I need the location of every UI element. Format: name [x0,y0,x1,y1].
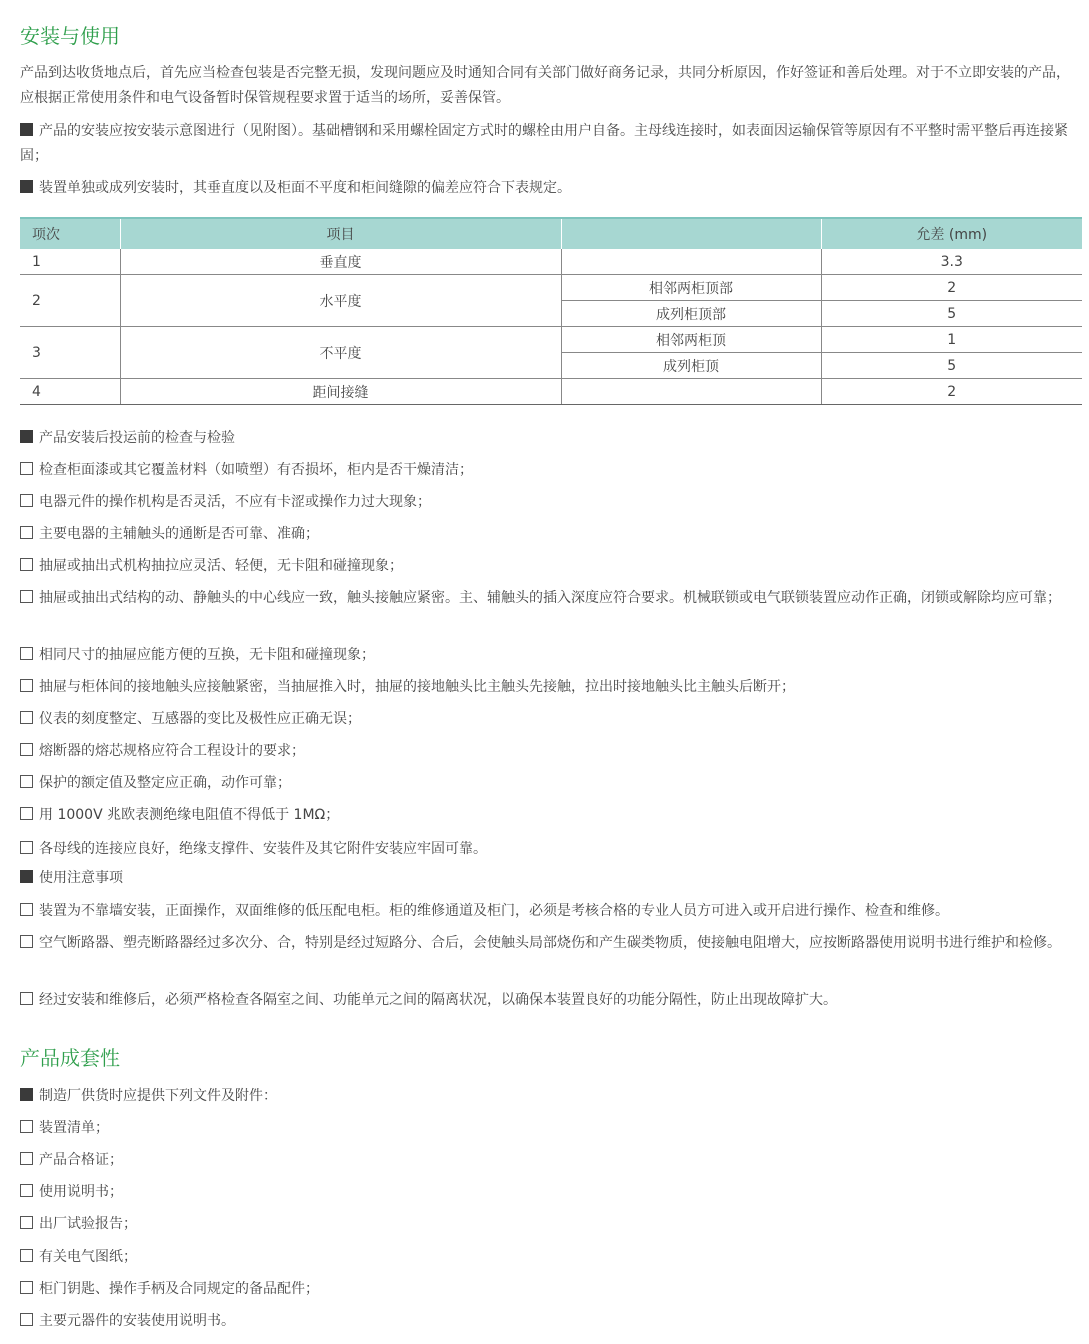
header-sub [561,218,821,249]
list-item [20,739,1082,764]
cell-no: 3 [20,327,120,379]
checkbox-square-icon [20,775,33,788]
list-item-text: 抽屉或抽出式机构抽拉应灵活、轻便，无卡阻和碰撞现象； [39,558,403,574]
cell-tolerance: 2 [821,275,1082,301]
cell-tolerance: 3.3 [821,249,1082,275]
inspection-heading-text: 产品安装后投运前的检查与检验 [39,430,235,446]
cell-no: 1 [20,249,120,275]
checkbox-square-icon [20,679,33,692]
notes-heading [20,866,1082,891]
checkbox-square-icon [20,1216,33,1229]
filled-square-icon [20,180,33,193]
list-item-text: 空气断路器、塑壳断路器经过多次分、合，特别是经过短路分、合后，会使触头局部烧伤和产生碳类物质，使接触电阻增大，应按断路器使用说明书进行维护和检修。 [39,935,1061,951]
list-item [20,771,1082,796]
checkbox-square-icon [20,590,33,603]
cell-item: 垂直度 [120,249,561,275]
checkbox-square-icon [20,1184,33,1197]
checkbox-square-icon [20,743,33,756]
cell-tolerance: 2 [821,379,1082,405]
list-item-text: 抽屉与柜体间的接地触头应接触紧密，当抽屉推入时，抽屉的接地触头比主触头先接触，拉出时接地触头比主触头后断开； [39,679,795,695]
list-item-text: 装置为不靠墙安装，正面操作，双面维修的低压配电柜。柜的维修通道及柜门，必须是考核合格的专业人员方可进入或开启进行操作、检查和维修。 [39,903,949,919]
list-item [20,1180,1082,1205]
checkbox-square-icon [20,903,33,916]
list-item [20,586,1082,611]
list-item-text: 主要元器件的安装使用说明书。 [39,1313,235,1329]
checkbox-square-icon [20,1120,33,1133]
cell-sub [561,379,821,405]
cell-sub [561,249,821,275]
list-item [20,803,1082,828]
list-item-text: 保护的额定值及整定应正确，动作可靠； [39,775,291,791]
list-item [20,643,1082,668]
bullet-tolerance-text: 装置单独或成列安装时，其垂直度以及柜面不平度和柜间缝隙的偏差应符合下表规定。 [39,180,571,196]
list-item-text: 出厂试验报告； [39,1216,137,1232]
list-item [20,458,1082,483]
checkbox-square-icon [20,807,33,820]
list-item [20,1148,1082,1173]
table-row [20,275,1082,301]
cell-sub: 成列柜顶 [561,353,821,379]
list-item [20,837,1082,862]
supply-heading [20,1084,1082,1109]
list-item-text: 产品合格证； [39,1152,123,1168]
checkbox-square-icon [20,647,33,660]
checkbox-square-icon [20,558,33,571]
list-item [20,1245,1082,1270]
cell-item: 距间接缝 [120,379,561,405]
notes-heading-text: 使用注意事项 [39,870,123,886]
checkbox-square-icon [20,711,33,724]
list-item-text: 相同尺寸的抽屉应能方便的互换，无卡阻和碰撞现象； [39,647,375,663]
list-item-text: 经过安装和维修后，必须严格检查各隔室之间、功能单元之间的隔离状况，以确保本装置良好的功能分隔性，防止出现故障扩大。 [39,992,837,1008]
table-row [20,379,1082,405]
cell-no: 4 [20,379,120,405]
filled-square-icon [20,870,33,883]
list-item [20,899,1082,924]
header-item: 项目 [120,218,561,249]
filled-square-icon [20,123,33,136]
checkbox-square-icon [20,462,33,475]
list-item-text: 各母线的连接应良好，绝缘支撑件、安装件及其它附件安装应牢固可靠。 [39,841,487,857]
checkbox-square-icon [20,1152,33,1165]
filled-square-icon [20,430,33,443]
section-title-install: 安装与使用 [20,24,120,48]
list-item [20,522,1082,547]
list-item-text: 仪表的刻度整定、互感器的变比及极性应正确无误； [39,711,361,727]
list-item-text: 抽屉或抽出式结构的动、静触头的中心线应一致，触头接触应紧密。主、辅触头的插入深度应符合要求。机械联锁或电气联锁装置应动作正确，闭锁或解除均应可靠； [39,590,1061,606]
list-item [20,707,1082,732]
cell-item: 水平度 [120,275,561,327]
list-item [20,1309,1082,1334]
cell-sub: 成列柜顶部 [561,301,821,327]
checkbox-square-icon [20,1249,33,1262]
list-item-text: 柜门钥匙、操作手柄及合同规定的备品配件； [39,1281,319,1297]
checkbox-square-icon [20,841,33,854]
list-item-text: 熔断器的熔芯规格应符合工程设计的要求； [39,743,305,759]
list-item-text: 用 1000V 兆欧表测绝缘电阻值不得低于 1MΩ； [39,807,340,823]
list-item [20,1212,1082,1237]
cell-sub: 相邻两柜顶部 [561,275,821,301]
cell-item: 不平度 [120,327,561,379]
cell-sub: 相邻两柜顶 [561,327,821,353]
cell-no: 2 [20,275,120,327]
filled-square-icon [20,1088,33,1101]
table-row [20,249,1082,275]
list-item-text: 使用说明书； [39,1184,123,1200]
list-item-text: 检查柜面漆或其它覆盖材料（如喷塑）有否损坏，柜内是否干燥清洁； [39,462,473,478]
checkbox-square-icon [20,992,33,1005]
intro-paragraph: 产品到达收货地点后，首先应当检查包装是否完整无损，发现问题应及时通知合同有关部门做好商务记录，共同分析原因，作好签证和善后处理。对于不立即安装的产品，应根据正常使用条件和电气设备暂时保管规程要求置于适当的场所，妥善保管。 [20,65,1070,106]
table-row [20,327,1082,353]
tolerance-table [20,217,1082,405]
list-item [20,1116,1082,1141]
bullet-install-text: 产品的安装应按安装示意图进行（见附图）。基础槽钢和采用螺栓固定方式时的螺栓由用户自备。主母线连接时，如表面因运输保管等原因有不平整时需平整后再连接紧固； [20,123,1068,164]
list-item-text: 装置清单； [39,1120,109,1136]
list-item-text: 有关电气图纸； [39,1249,137,1265]
checkbox-square-icon [20,494,33,507]
cell-tolerance: 5 [821,353,1082,379]
checkbox-square-icon [20,1313,33,1326]
list-item-text: 主要电器的主辅触头的通断是否可靠、准确； [39,526,319,542]
list-item [20,931,1082,956]
checkbox-square-icon [20,1281,33,1294]
header-tolerance: 允差 (mm) [821,218,1082,249]
supply-heading-text: 制造厂供货时应提供下列文件及附件： [39,1088,277,1104]
bullet-install [20,119,1082,169]
list-item [20,675,1082,700]
table-header-row [20,218,1082,249]
checkbox-square-icon [20,935,33,948]
list-item [20,988,1082,1013]
list-item [20,1277,1082,1302]
list-item-text: 电器元件的操作机构是否灵活，不应有卡涩或操作力过大现象； [39,494,431,510]
checkbox-square-icon [20,526,33,539]
list-item [20,554,1082,579]
inspection-heading [20,426,1082,451]
bullet-tolerance [20,176,1082,201]
section-title-completeness: 产品成套性 [20,1046,120,1070]
cell-tolerance: 1 [821,327,1082,353]
cell-tolerance: 5 [821,301,1082,327]
list-item [20,490,1082,515]
header-no: 项次 [20,218,120,249]
